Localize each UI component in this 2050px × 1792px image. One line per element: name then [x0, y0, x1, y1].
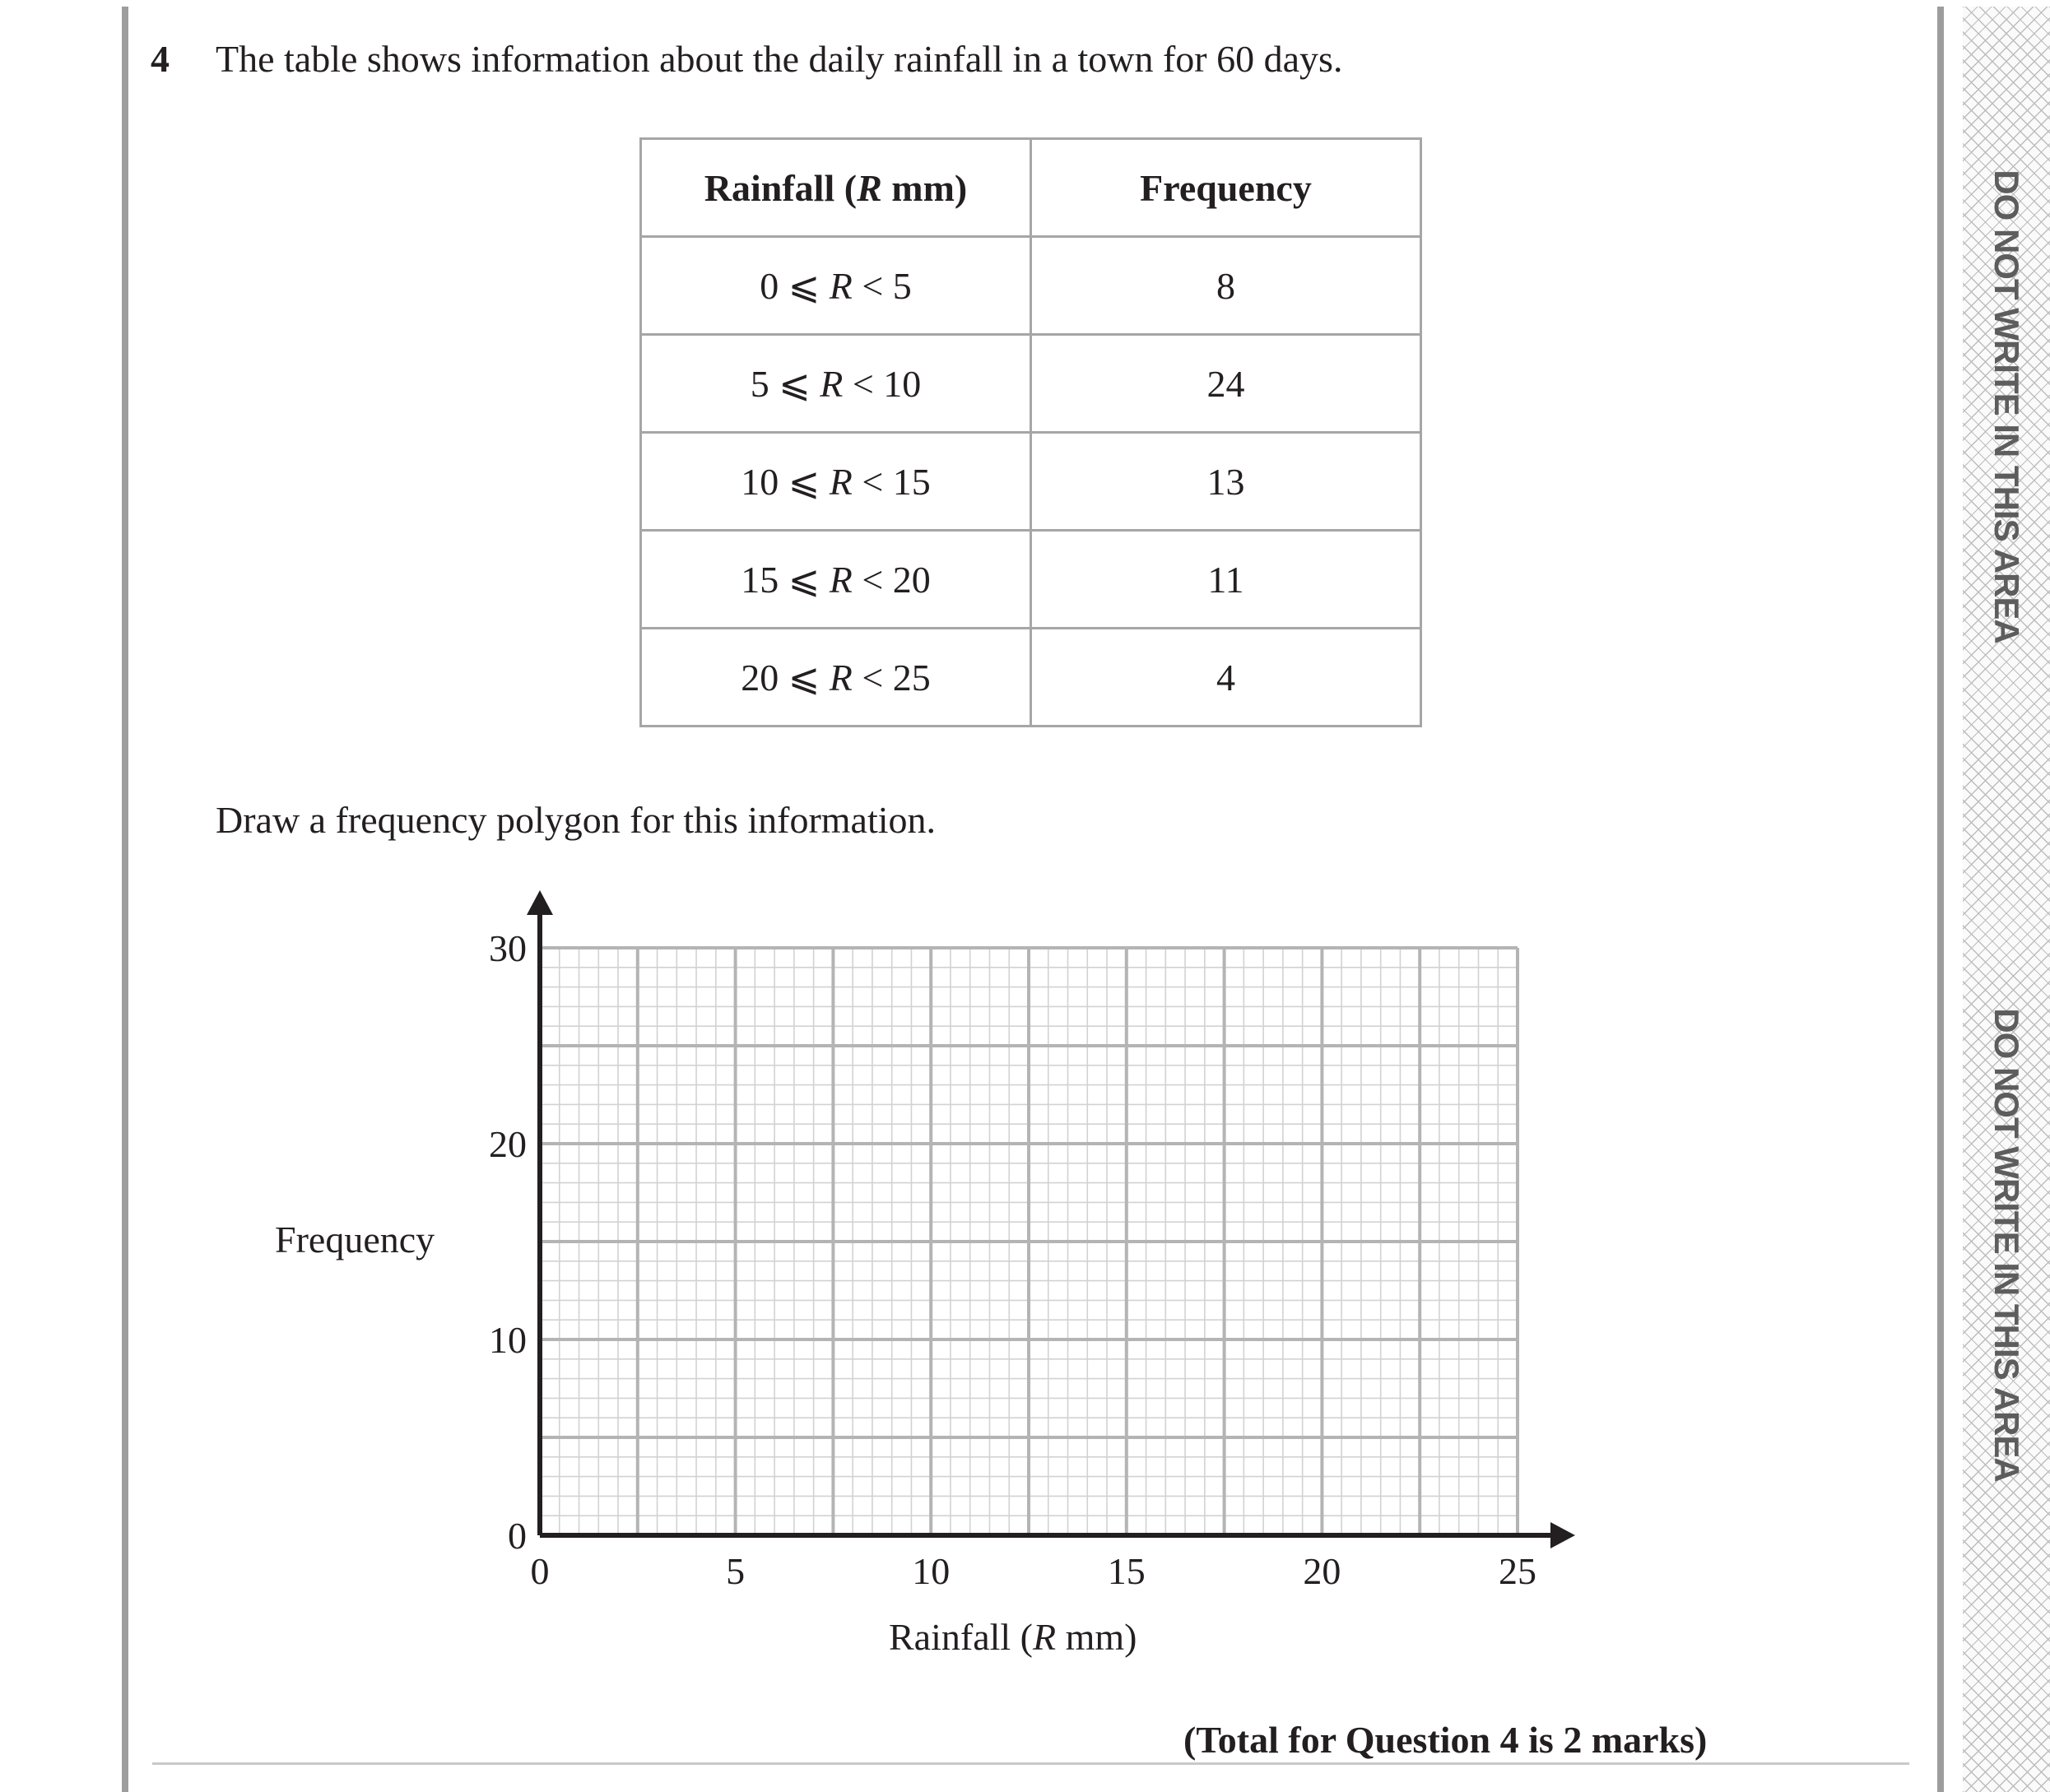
y-tick-label: 10	[489, 1319, 527, 1361]
x-tick-label: 20	[1303, 1550, 1341, 1592]
x-tick-label: 0	[530, 1550, 550, 1592]
interval-cell: 15 ⩽ R < 20	[641, 531, 1031, 629]
tick-labels	[489, 927, 1536, 1592]
question-number: 4	[151, 38, 170, 80]
frequency-cell: 13	[1031, 433, 1421, 531]
x-tick-label: 10	[912, 1550, 951, 1592]
margin-notice-text: DO NOT WRITE IN THIS AREA	[1987, 169, 2026, 643]
y-tick-label: 0	[508, 1515, 527, 1557]
y-tick-label: 30	[489, 927, 527, 969]
y-tick-label: 20	[489, 1123, 527, 1165]
axes	[527, 890, 1575, 1548]
interval-cell: 0 ⩽ R < 5	[641, 237, 1031, 335]
total-marks: (Total for Question 4 is 2 marks)	[1183, 1719, 1708, 1761]
frequency-cell: 24	[1031, 335, 1421, 433]
question-stem: The table shows information about the daily rainfall in a town for 60 days.	[216, 38, 1343, 80]
frequency-cell: 8	[1031, 237, 1421, 335]
x-tick-label: 5	[726, 1550, 746, 1592]
major-grid	[540, 948, 1518, 1535]
margin-notice-text: DO NOT WRITE IN THIS AREA	[1987, 1008, 2026, 1482]
x-tick-label: 25	[1499, 1550, 1536, 1592]
interval-cell: 20 ⩽ R < 25	[641, 629, 1031, 727]
x-tick-label: 15	[1107, 1550, 1146, 1592]
frequency-cell: 4	[1031, 629, 1421, 727]
header-rainfall: Rainfall (R mm)	[641, 139, 1031, 237]
x-axis-label: Rainfall (R mm)	[889, 1616, 1137, 1658]
y-axis-arrow-icon	[527, 890, 553, 915]
interval-cell: 10 ⩽ R < 15	[641, 433, 1031, 531]
y-axis-label: Frequency	[275, 1219, 435, 1260]
bottom-rule	[152, 1762, 1909, 1765]
instruction-text: Draw a frequency polygon for this information.	[216, 799, 937, 841]
frequency-cell: 11	[1031, 531, 1421, 629]
x-axis-arrow-icon	[1550, 1522, 1575, 1548]
interval-cell: 5 ⩽ R < 10	[641, 335, 1031, 433]
header-frequency: Frequency	[1031, 139, 1421, 237]
